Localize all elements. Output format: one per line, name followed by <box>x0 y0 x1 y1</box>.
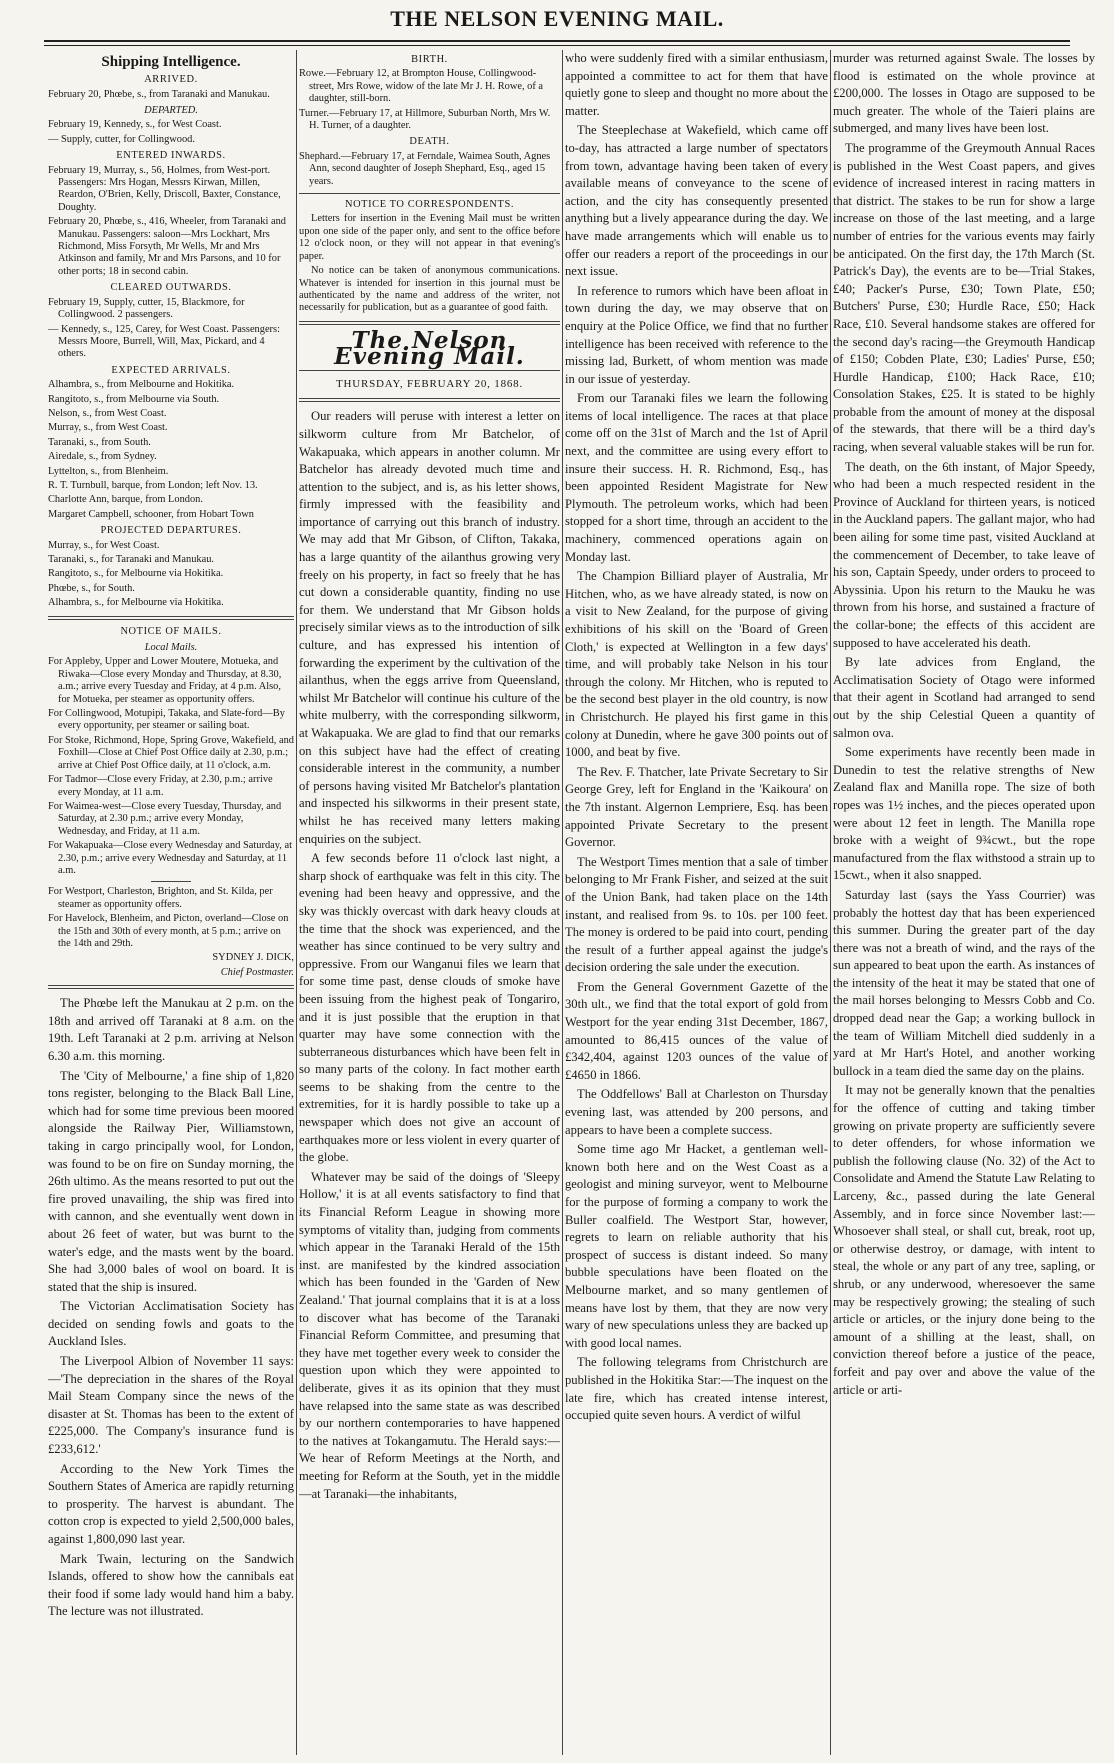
article-paragraph: who were suddenly fired with a similar enthusiasm, appointed a committee to act for them that have quietly gone to sleep and thought no more about the matter. <box>565 51 828 118</box>
mail-entry: For Wakapuaka—Close every Wednesday and Saturday, at 2.30, p.m.; arrive every Wednesday and Saturday, at 11 a.m. <box>48 840 292 876</box>
column-1-articles <box>48 995 294 1621</box>
article-paragraph: It may not be generally known that the penalties for the offence of cutting and taking timber growing on private property are sufficiently severe to deter offenders, for whose information we publish the following clause (No. 32) of the Act to Consolidate and Amend the Statute Law Relating to Larceny, &c., passed during the late General Assembly, and in force since November last:—Whosoever shall steal, or shall cut, break, root up, or otherwise destroy, or damage, with intent to steal, the whole or any part of any tree, sapling, or shrub, or any underwood, wheresoever the same may be respectively growing; the stealing of such article or articles, or the injury done being to the amount of a shilling at the least, shall, on conviction thereof before a justice of the peace, forfeit and pay over and above the value of the article or arti- <box>833 1083 1095 1397</box>
mail-entry: For Tadmor—Close every Friday, at 2.30, p.m.; arrive every Monday, at 11 a.m. <box>48 774 273 798</box>
shipping-entry: Rangitoto, s., for Melbourne via Hokitika. <box>48 568 224 580</box>
article-paragraph: The Oddfellows' Ball at Charleston on Thursday evening last, was attended by 200 persons, and appears to have been a complete success. <box>565 1087 828 1137</box>
mail-entry: For Appleby, Upper and Lower Moutere, Motueka, and Riwaka—Close every Monday and Thursday, at 8.30, a.m.; arrive every Tuesday and Friday, at 4 p.m. Also, for Motueka, per steamer as opportunity offers. <box>48 656 282 705</box>
shipping-entry: — Supply, cutter, for Collingwood. <box>48 133 195 145</box>
article-paragraph: In reference to rumors which have been afloat in town during the day, we may observe that on enquiry at the Police Office, we find that no further intelligence has been received with reference to the missing lad, Burkett, of whom mention was made in our issue of yesterday. <box>565 283 828 386</box>
column-2 <box>299 50 560 1755</box>
mail-entry: For Westport, Charleston, Brighton, and St. Kilda, per steamer as opportunity offers. <box>48 886 273 910</box>
shipping-entry: Phœbe, s., for South. <box>48 582 135 594</box>
article-paragraph: The Phœbe left the Manukau at 2 p.m. on the 18th and arrived off Taranaki at 8 a.m. on the 19th. Left Taranaki at 2 p.m. arriving at Nelson 6.30 a.m. this morning. <box>48 996 294 1063</box>
shipping-entry: Alhambra, s., from Melbourne and Hokitika. <box>48 379 235 391</box>
shipping-entry: Margaret Campbell, schooner, from Hobart Town <box>48 508 254 520</box>
column-1 <box>48 50 294 1755</box>
notice-entry: Shephard.—February 17, at Ferndale, Waimea South, Agnes Ann, second daughter of Joseph Shephard, Esq., aged 15 years. <box>299 150 551 187</box>
mails-section <box>48 626 294 980</box>
shipping-entry: Taranaki, s., from South. <box>48 436 151 448</box>
notice-entry: Turner.—February 17, at Hillmore, Suburban North, Mrs W. H. Turner, of a daughter. <box>299 107 551 132</box>
column-divider <box>830 50 831 1755</box>
article-paragraph: The Rev. F. Thatcher, late Private Secretary to Sir George Grey, left for England in the 'Kaikoura' on the 7th instant. Algernon Lempriere, Esq. has been appointed Private Secretary to the present Governor. <box>565 764 828 850</box>
shipping-entry: Murray, s., for West Coast. <box>48 539 160 551</box>
article-paragraph: According to the New York Times the Southern States of America are rapidly returning to prosperity. The harvest is abundant. The cotton crop is expected to yield 2,500,000 bales, against 1,800,090 last year. <box>48 1461 294 1547</box>
shipping-entry: Nelson, s., from West Coast. <box>48 407 167 419</box>
masthead-rule <box>44 40 1070 46</box>
shipping-entry: February 20, Phœbe, s., from Taranaki and Manukau. <box>48 88 270 100</box>
article-paragraph: Mark Twain, lecturing on the Sandwich Islands, offered to show how the cannibals eat their food if some lady would hand him a baby. The lecture was not illustrated. <box>48 1551 294 1619</box>
shipping-entry: February 19, Kennedy, s., for West Coast. <box>48 119 222 131</box>
article-paragraph: Whatever may be said of the doings of 'Sleepy Hollow,' it is at all events satisfactory to find that its Financial Reform League in showing more symptoms of vitality than, judging from comments which appear in the Taranaki Herald of the 15th inst. are manifested by the kindred association which has been founded in the 'Garden of New Zealand.' That journal complains that it is at a loss to discover what has become of the Taranaki Financial Reform Committee, and presuming that they have met together every week to consider the question upon which they were appointed to deliberate, gives it as its opinion that they must have relapsed into the same state as was described by our northern contemporaries to have happened to the natives at Tokangamutu. The Herald says:—We hear of Reform Meetings at the North, and meeting for Reform at the South, yet in the middle—at Taranaki—the inhabitants, <box>299 1169 560 1501</box>
section-rule <box>299 193 560 194</box>
cleared-heading: CLEARED OUTWARDS. <box>110 282 232 294</box>
editorial-column-2 <box>299 408 560 1503</box>
postmaster-signature: SYDNEY J. DICK, <box>212 952 294 964</box>
expected-heading: EXPECTED ARRIVALS. <box>111 364 231 376</box>
article-paragraph: The 'City of Melbourne,' a fine ship of 1,820 tons register, belonging to the Black Ball Line, which had for some time previous been moored alongside the Railway Pier, Williamstown, taking in cargo principally wool, for London, was found to be on fire on Sunday morning, the 26th ultimo. As the means resorted to put out the fire proved unavailing, the ship was fired into with cannon, and she eventually went down in about 26 feet of water, but was burnt to the water's edge, and the masts went by the board. She had 3,000 bales of wool on board. It is stated that the ship is insured. <box>48 1068 294 1294</box>
dateline: THURSDAY, FEBRUARY 20, 1868. <box>335 378 524 391</box>
mail-entry: For Havelock, Blenheim, and Picton, overland—Close on the 15th and 30th of every month, at 5 p.m.; arrive on the 14th and 29th. <box>48 913 289 949</box>
mail-entry: For Stoke, Richmond, Hope, Spring Grove, Wakefield, and Foxhill—Close at Chief Post Office daily at 2.30, p.m.; arrive at Chief Post Office daily, at 11 o'clock, a.m. <box>48 734 294 771</box>
shipping-entry: R. T. Turnbull, barque, from London; left Nov. 13. <box>48 479 258 491</box>
notices-section <box>299 54 560 315</box>
entered-heading: ENTERED INWARDS. <box>116 150 226 162</box>
article-paragraph: The Champion Billiard player of Australia, Mr Hitchen, who, as we have already stated, is now on a visit to New Zealand, for the purpose of giving exhibitions of his skill on the 'Board of Green Cloth,' is expected at Wellington in a few days' time, and will probably take Nelson in his tour through the colony. Mr Hitchen, who is reputed to be the second best player in the old country, is now in Christchurch. He played his first game in this colony at Dunedin, where he gave 300 points out of 1000, and beat by five. <box>565 569 828 760</box>
article-paragraph: The programme of the Greymouth Annual Races is published in the West Coast papers, and gives evidence of increased interest in racing matters in that district. The stakes to be run for show a large increase on those of the last meeting, and a large number of entries for the various events may fairly be anticipated. On the first day, the 17th March (St. Patrick's Day), the events are to be—Trial Stakes, £40; Packer's Purse, £30; Town Plate, £50; Butchers' Purse, £30; Hurdle Race, £50; Hack Race, £10. Several handsome stakes are offered for the second day's racing—the Greymouth Handicap of £150; Cobden Plate, £30; Ladies' Purse, £50; Hurdle Handicap, £100; Hack Race, £10; Consolation Stakes, £25. It is stated to be highly probable from the amount of money at the disposal of the stewards, that there will be a third day's racing, when several valuable stakes will be run for. <box>833 140 1095 455</box>
article-paragraph: From the General Government Gazette of the 30th ult., we find that the total export of gold from Westport for the year ending 31st December, 1867, amounted to 86,415 ounces of the value of £342,404, against 1203 ounces of the value of £4650 in 1866. <box>565 979 828 1082</box>
shipping-entry: February 19, Murray, s., 56, Holmes, from West-port. Passengers: Mrs Hogan, Messrs Kirwan, Millen, Reardon, O'Brien, Kelly, Driscoll, Baxter, Constance, Doughty. <box>48 164 281 213</box>
postmaster-title: Chief Postmaster. <box>220 966 294 978</box>
title-rule <box>299 370 560 371</box>
article-paragraph: The Steeplechase at Wakefield, which came off to-day, has attracted a large number of spectators from town, advantage having been taken of every available means of conveyance to the scene of action, and the city has consequently presented anything but a lively appearance during the day. We have made arrangements which will enable us to offer our readers a report of the proceedings in our next issue. <box>565 123 828 279</box>
local-mails-heading: Local Mails. <box>144 642 198 654</box>
departed-heading: DEPARTED. <box>144 105 198 117</box>
shipping-entry: Taranaki, s., for Taranaki and Manukau. <box>48 554 214 566</box>
arrived-heading: ARRIVED. <box>144 74 198 86</box>
short-rule <box>151 881 191 882</box>
section-rule <box>48 985 294 989</box>
column-4 <box>833 50 1095 1755</box>
article-paragraph: A few seconds before 11 o'clock last night, a sharp shock of earthquake was felt in this city. The evening had been heavy and oppressive, and the sky was thickly overcast with dark heavy clouds at the time that the shock was experienced, and the weather has since continued to be very sultry and oppressive. From our Wanganui files we learn that for some time past, dense clouds of smoke have been issuing from the highest peak of Tongariro, and it is just possible that the eruption in that quarter may have some connection with the subterraneous disturbances which have been felt in so many parts of the colony. In fact mother earth seems to be shaking from the centre to the extremities, for it is hardly possible to take up a newspaper which does not give an account of earthquakes more or less violent in every quarter of the globe. <box>299 851 560 1165</box>
article-paragraph: The following telegrams from Christchurch are published in the Hokitika Star:—The inquest on the late fire, which has created intense interest, occupied quite seven hours. A verdict of wilful <box>565 1355 828 1423</box>
shipping-entry: Lyttelton, s., from Blenheim. <box>48 465 169 477</box>
article-paragraph: From our Taranaki files we learn the following items of local intelligence. The races at that place come off on the 31st of March and the 1st of April next, and the committee are using every effort to insure their success. H. R. Richmond, Esq., has been appointed Resident Magistrate for New Plymouth. The petroleum works, which had been stopped for a short time, through an accident to the machinery, commenced operations again on Monday last. <box>565 391 828 564</box>
article-paragraph: The Victorian Acclimatisation Society has decided on sending fowls and goats to the Auckland Isles. <box>48 1299 294 1349</box>
mail-entry: For Waimea-west—Close every Tuesday, Thursday, and Saturday, at 2.30 p.m.; arrive every Monday, Wednesday, and Friday, at 11 a.m. <box>48 800 282 837</box>
shipping-section <box>48 74 294 609</box>
correspondents-heading: NOTICE TO CORRESPONDENTS. <box>344 199 515 211</box>
shipping-entry: — Kennedy, s., 125, Carey, for West Coast. Passengers: Messrs Moore, Burrell, Will, Max, Pickard, and 4 others. <box>48 323 280 360</box>
notice-entry: Rowe.—February 12, at Brompton House, Collingwood-street, Mrs Rowe, widow of the late Mr J. H. Rowe, of a daughter, still-born. <box>299 68 544 105</box>
shipping-entry: February 20, Phœbe, s., 416, Wheeler, from Taranaki and Manukau. Passengers: saloon—Mrs Lockhart, Mrs Richmond, Miss Forsyth, Mr Wells, Mr and Mrs Atkinson and family, Mr and Mrs Parsons, and 10 for other ports; 18 in second cabin. <box>48 216 286 277</box>
column-divider <box>296 50 297 1755</box>
shipping-entry: Airedale, s., from Sydney. <box>48 451 157 463</box>
shipping-title: Shipping Intelligence. <box>101 54 241 70</box>
section-rule <box>299 398 560 402</box>
shipping-entry: Rangitoto, s., from Melbourne via South. <box>48 393 220 405</box>
shipping-entry: Charlotte Ann, barque, from London. <box>48 494 203 506</box>
birth-heading: BIRTH. <box>411 54 448 65</box>
article-paragraph: The Liverpool Albion of November 11 says:—'The depreciation in the shares of the Royal Mail Steam Company since the news of the disaster at St. Thomas has been to the extent of £225,000. The Company's insurance fund is £233,612.' <box>48 1354 294 1457</box>
death-heading: DEATH. <box>409 136 450 148</box>
article-paragraph: murder was returned against Swale. The losses by flood is estimated on the whole province at £200,000. The losses in Otago are supposed to be much greater. The whole of the Taieri plains are submerged, and many lives have been lost. <box>833 51 1095 136</box>
article-paragraph: The death, on the 6th instant, of Major Speedy, who had been a much respected resident in the Province of Auckland for thirteen years, is noticed in the Auckland papers. The gallant major, who had been ailing for some time past, visited Auckland at the commencement of December, to take leave of his son, Captain Speedy, under orders to proceed to Abyssinia. Upon his return to the Mauku he was thrown from his horse, and sustained a fracture of the collar-bone; the effects of this accident are supposed to have accelerated his death. <box>833 459 1095 650</box>
shipping-entry: February 19, Supply, cutter, 15, Blackmore, for Collingwood. 2 passengers. <box>48 296 245 321</box>
paper-title: The Nelson Evening Mail. <box>334 326 525 370</box>
article-paragraph: By late advices from England, the Acclimatisation Society of Otago were informed that their agent in Scotland had arranged to send out by the ship Celestial Queen a quantity of salmon ova. <box>833 655 1095 740</box>
article-paragraph: The Westport Times mention that a sale of timber belonging to Mr Frank Fisher, and seized at the suit of the Union Bank, had taken place on the 14th instant, and realised from 9s. to 10s. per 100 feet. The money is ordered to be paid into court, pending the result of a further appeal against the judge's decision ordering the sale under the execution. <box>565 854 828 975</box>
shipping-entry: Murray, s., from West Coast. <box>48 422 168 434</box>
mail-entry: For Collingwood, Motupipi, Takaka, and Slate-ford—By every opportunity, per steamer or sailing boat. <box>48 708 285 732</box>
notice-paragraph: Letters for insertion in the Evening Mail must be written upon one side of the paper only, and sent to the office before 12 o'clock noon, or they will not appear in that evening's paper. <box>299 213 560 262</box>
notice-paragraph: No notice can be taken of anonymous communications. Whatever is intended for insertion in this journal must be authenticated by the name and address of the writer, not necessarily for publication, but as a guarantee of good faith. <box>299 265 560 314</box>
column-3 <box>565 50 828 1755</box>
projected-heading: PROJECTED DEPARTURES. <box>100 525 242 537</box>
article-paragraph: Saturday last (says the Yass Courrier) was probably the hottest day that has been experienced this summer. During the greater part of the day there was not a breath of wind, and the rays of the sun appeared to beat upon the earth. As instances of the intensity of the heat it may be stated that one of the mail horses belonging to Messrs Cobb and Co. dropped dead near the Gap; a working bullock in the team of William Mitchell died suddenly in a yard at Mr Hart's Hotel, and another working bullock in a team died the same day on the plains. <box>833 887 1095 1078</box>
article-paragraph: Our readers will peruse with interest a letter on silkworm culture from Mr Batchelor, of Wakapuaka, which appears in another column. Mr Batchelor has already devoted much time and attention to the subject, and is, as his letter shows, firmly impressed with the feasibility and importance of carrying out this branch of industry. We may add that Mr Gibson, of Clifton, Takaka, has a large quantity of the ailanthus growing very freely on his property, in fact so freely that he has cut down a considerable quantity, finding no use for them. We understand that Mr Gibson holds precisely similar views as to the introduction of silk culture, and has expressed his intention of forwarding the experiment by the cultivation of the ailanthus, when the eggs arrive from Queensland, whilst Mr Batchelor will continue his culture of the white mulberry, with the corresponding silkworm, at Wakapuaka. We are glad to find that our remarks on this subject have had the effect of creating considerable interest in the community, a number of persons having visited Mr Batchelor's plantation and inspected his silkworms in their present state, whilst he has received many letters making enquiries on the subject. <box>299 409 560 846</box>
section-rule <box>48 616 294 620</box>
article-paragraph: Some experiments have recently been made in Dunedin to test the relative strengths of New Zealand flax and Manilla rope. The size of both ropes was 1½ inches, and the pieces operated upon were about 12 feet in length. The Manilla rope broke with a weight of 9¾cwt., but the rope manufactured from the flax withstood a strain up to 15cwt., when it also snapped. <box>833 745 1095 883</box>
shipping-entry: Alhambra, s., for Melbourne via Hokitika. <box>48 597 224 609</box>
section-rule <box>299 321 560 325</box>
column-divider <box>562 50 563 1755</box>
article-paragraph: Some time ago Mr Hacket, a gentleman well-known both here and on the West Coast as a geologist and mining surveyor, went to Melbourne for the purpose of forming a company to work the Buller coalfield. The Westport Star, however, regrets to learn on reliable authority that his prospect of success is distant indeed. So many bubble speculations have been floated on the Melbourne market, and so many gentlemen of means have lost by them, that they are now very wary of new speculations unless they are backed up with good local names. <box>565 1142 828 1350</box>
masthead: THE NELSON EVENING MAIL. <box>390 6 724 31</box>
mails-title: NOTICE OF MAILS. <box>120 625 222 637</box>
